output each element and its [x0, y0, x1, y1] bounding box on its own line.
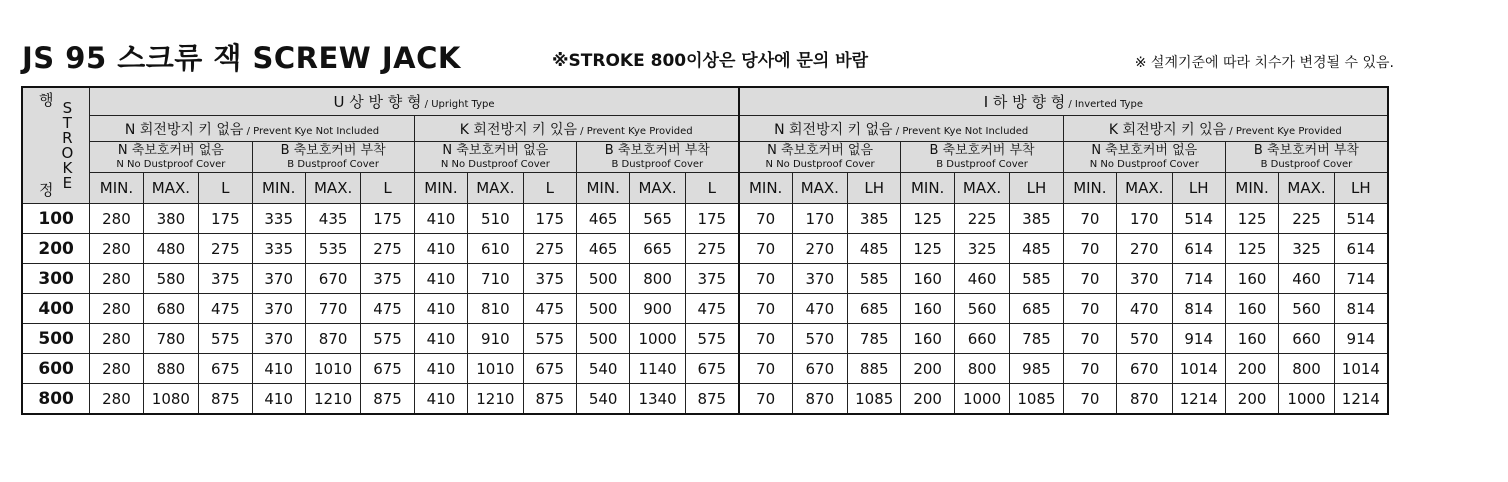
table-cell: 510 — [468, 204, 523, 234]
column-header: MAX. — [792, 173, 847, 204]
table-cell: 685 — [1010, 294, 1063, 324]
table-cell: 160 — [901, 294, 954, 324]
stroke-value: 200 — [22, 234, 90, 264]
cover-group-label-en: N No Dustproof Cover — [1089, 158, 1199, 170]
table-cell: 870 — [305, 324, 360, 354]
table-cell: 814 — [1334, 294, 1388, 324]
table-cell: 375 — [685, 264, 738, 294]
table-cell: 914 — [1172, 324, 1225, 354]
stroke-letter: S — [62, 98, 73, 117]
cover-group-label-ko: N 축보호커버 없음 — [442, 142, 549, 158]
table-cell: 514 — [1172, 204, 1225, 234]
table-cell: 280 — [90, 204, 143, 234]
table-cell: 660 — [954, 324, 1009, 354]
table-cell: 160 — [901, 264, 954, 294]
table-cell: 540 — [576, 384, 629, 415]
table-cell: 485 — [1010, 234, 1063, 264]
table-cell: 585 — [1010, 264, 1063, 294]
key-group-header — [414, 116, 738, 142]
table-cell: 280 — [90, 324, 143, 354]
table-cell: 875 — [199, 384, 252, 415]
table-cell: 660 — [1279, 324, 1334, 354]
column-header: MIN. — [739, 173, 792, 204]
table-cell: 410 — [414, 354, 467, 384]
table-cell: 870 — [792, 384, 847, 415]
table-cell: 565 — [630, 204, 685, 234]
table-cell: 800 — [630, 264, 685, 294]
table-cell: 175 — [523, 204, 576, 234]
table-cell: 714 — [1172, 264, 1225, 294]
table-cell: 465 — [576, 234, 629, 264]
table-cell: 540 — [576, 354, 629, 384]
table-cell: 70 — [1063, 294, 1116, 324]
table-cell: 370 — [252, 324, 305, 354]
table-cell: 1214 — [1334, 384, 1388, 415]
table-cell: 470 — [792, 294, 847, 324]
table-cell: 175 — [685, 204, 738, 234]
table-cell: 125 — [1225, 204, 1278, 234]
group-label-en: / Upright Type — [421, 99, 495, 110]
table-cell: 1085 — [848, 384, 901, 415]
column-header: MIN. — [252, 173, 305, 204]
table-row — [22, 354, 1388, 384]
stroke-value: 300 — [22, 264, 90, 294]
stroke-letter: R — [62, 128, 73, 147]
table-cell: 410 — [414, 204, 467, 234]
table-cell: 280 — [90, 264, 143, 294]
key-group-header — [739, 116, 1063, 142]
table-cell: 780 — [143, 324, 198, 354]
table-cell: 70 — [739, 354, 792, 384]
table-cell: 125 — [1225, 234, 1278, 264]
table-cell: 70 — [739, 264, 792, 294]
table-cell: 170 — [792, 204, 847, 234]
table-cell: 170 — [1117, 204, 1172, 234]
table-cell: 485 — [848, 234, 901, 264]
table-cell: 370 — [252, 264, 305, 294]
column-header: MAX. — [1117, 173, 1172, 204]
cover-group-label-en: N No Dustproof Cover — [440, 158, 550, 170]
table-cell: 70 — [1063, 204, 1116, 234]
table-cell: 475 — [361, 294, 414, 324]
key-group-header — [1063, 116, 1388, 142]
cover-group-label-en: B Dustproof Cover — [611, 158, 704, 170]
table-cell: 685 — [848, 294, 901, 324]
stroke-korean-top: 행 — [38, 91, 54, 109]
cover-group-header — [576, 142, 738, 173]
group-header — [90, 87, 739, 116]
table-cell: 910 — [468, 324, 523, 354]
table-cell: 614 — [1172, 234, 1225, 264]
table-cell: 500 — [576, 324, 629, 354]
column-header: MIN. — [1063, 173, 1116, 204]
cover-group-label-en: N No Dustproof Cover — [116, 158, 226, 170]
table-cell: 70 — [1063, 234, 1116, 264]
table-cell: 375 — [523, 264, 576, 294]
table-cell: 670 — [792, 354, 847, 384]
table-cell: 714 — [1334, 264, 1388, 294]
column-header: L — [361, 173, 414, 204]
table-cell: 70 — [1063, 354, 1116, 384]
table-row — [22, 384, 1388, 415]
group-label-ko: U 상 방 향 형 — [333, 93, 422, 111]
table-cell: 375 — [361, 264, 414, 294]
table-cell: 514 — [1334, 204, 1388, 234]
table-cell: 785 — [1010, 324, 1063, 354]
table-cell: 125 — [901, 204, 954, 234]
table-cell: 325 — [954, 234, 1009, 264]
table-cell: 385 — [1010, 204, 1063, 234]
table-cell: 200 — [901, 384, 954, 415]
column-header: LH — [1334, 173, 1388, 204]
table-cell: 1000 — [630, 324, 685, 354]
table-cell: 225 — [954, 204, 1009, 234]
table-cell: 535 — [305, 234, 360, 264]
table-cell: 680 — [143, 294, 198, 324]
group-label-ko: I 하 방 향 형 — [983, 93, 1066, 111]
table-cell: 200 — [901, 354, 954, 384]
table-cell: 1214 — [1172, 384, 1225, 415]
design-note: ※ 설계기준에 따라 치수가 변경될 수 있음. — [1134, 55, 1394, 71]
table-cell: 70 — [739, 294, 792, 324]
table-cell: 814 — [1172, 294, 1225, 324]
stroke-header — [22, 87, 90, 204]
table-cell: 1210 — [305, 384, 360, 415]
table-cell: 325 — [1279, 234, 1334, 264]
table-row — [22, 234, 1388, 264]
table-cell: 614 — [1334, 234, 1388, 264]
cover-group-label-ko: N 축보호커버 없음 — [117, 142, 224, 158]
page-title: JS 95 스크류 잭 SCREW JACK — [22, 41, 461, 75]
table-cell: 670 — [1117, 354, 1172, 384]
table-cell: 875 — [685, 384, 738, 415]
table-cell: 275 — [199, 234, 252, 264]
cover-group-header — [252, 142, 414, 173]
table-cell: 1080 — [143, 384, 198, 415]
stroke-letter: O — [61, 143, 74, 162]
table-cell: 675 — [685, 354, 738, 384]
table-cell: 870 — [1117, 384, 1172, 415]
table-cell: 885 — [848, 354, 901, 384]
table-cell: 675 — [199, 354, 252, 384]
column-header: LH — [1010, 173, 1063, 204]
table-cell: 1000 — [1279, 384, 1334, 415]
stroke-letters — [61, 98, 74, 192]
cover-group-label-en: B Dustproof Cover — [1260, 158, 1353, 170]
cover-group-header — [1225, 142, 1388, 173]
table-cell: 800 — [1279, 354, 1334, 384]
table-cell: 875 — [523, 384, 576, 415]
table-cell: 580 — [143, 264, 198, 294]
table-cell: 380 — [143, 204, 198, 234]
table-cell: 560 — [1279, 294, 1334, 324]
table-cell: 70 — [1063, 384, 1116, 415]
table-cell: 570 — [1117, 324, 1172, 354]
cover-group-label-en: N No Dustproof Cover — [765, 158, 875, 170]
table-cell: 585 — [848, 264, 901, 294]
key-group-label-ko: K 회전방지 키 있음 — [459, 121, 577, 138]
column-header: MIN. — [901, 173, 954, 204]
column-header: MAX. — [305, 173, 360, 204]
table-cell: 985 — [1010, 354, 1063, 384]
table-cell: 370 — [252, 294, 305, 324]
table-cell: 575 — [199, 324, 252, 354]
table-cell: 275 — [523, 234, 576, 264]
table-cell: 500 — [576, 264, 629, 294]
stroke-letter: K — [62, 158, 73, 177]
table-cell: 1085 — [1010, 384, 1063, 415]
stroke-value: 400 — [22, 294, 90, 324]
table-cell: 375 — [199, 264, 252, 294]
table-cell: 70 — [739, 204, 792, 234]
key-group-label-en: / Prevent Kye Provided — [577, 125, 693, 137]
column-header: MAX. — [630, 173, 685, 204]
table-cell: 465 — [576, 204, 629, 234]
table-cell: 560 — [954, 294, 1009, 324]
group-label-en: / Inverted Type — [1065, 99, 1143, 110]
table-cell: 200 — [1225, 354, 1278, 384]
table-cell: 1140 — [630, 354, 685, 384]
table-cell: 335 — [252, 204, 305, 234]
table-cell: 70 — [739, 234, 792, 264]
table-cell: 710 — [468, 264, 523, 294]
column-header: MIN. — [576, 173, 629, 204]
column-header: L — [199, 173, 252, 204]
stroke-value: 100 — [22, 204, 90, 234]
cover-group-header — [901, 142, 1063, 173]
cover-group-label-en: B Dustproof Cover — [936, 158, 1028, 170]
column-header: MAX. — [1279, 173, 1334, 204]
column-header: MAX. — [954, 173, 1009, 204]
table-cell: 575 — [685, 324, 738, 354]
table-cell: 370 — [792, 264, 847, 294]
key-group-label-ko: N 회전방지 키 없음 — [774, 121, 893, 138]
column-header: L — [685, 173, 738, 204]
cover-group-label-ko: N 축보호커버 없음 — [1091, 142, 1198, 158]
table-cell: 480 — [143, 234, 198, 264]
table-row — [22, 264, 1388, 294]
table-cell: 410 — [414, 264, 467, 294]
table-cell: 335 — [252, 234, 305, 264]
table-cell: 900 — [630, 294, 685, 324]
table-cell: 1340 — [630, 384, 685, 415]
table-cell: 280 — [90, 234, 143, 264]
table-row — [22, 294, 1388, 324]
table-cell: 70 — [739, 324, 792, 354]
cover-group-header — [1063, 142, 1225, 173]
stroke-value: 800 — [22, 384, 90, 415]
cover-group-label-ko: B 축보호커버 부착 — [604, 142, 710, 158]
stroke-note: ※STROKE 800이상은 당사에 문의 바람 — [552, 51, 869, 71]
column-header: LH — [848, 173, 901, 204]
table-cell: 610 — [468, 234, 523, 264]
table-cell: 665 — [630, 234, 685, 264]
table-cell: 475 — [199, 294, 252, 324]
cover-group-label-ko: N 축보호커버 없음 — [767, 142, 874, 158]
table-cell: 125 — [901, 234, 954, 264]
column-header: MIN. — [1225, 173, 1278, 204]
cover-group-label-ko: B 축보호커버 부착 — [929, 142, 1035, 158]
table-cell: 160 — [1225, 294, 1278, 324]
table-cell: 475 — [523, 294, 576, 324]
stroke-korean-label — [39, 93, 54, 198]
table-cell: 460 — [954, 264, 1009, 294]
table-cell: 675 — [361, 354, 414, 384]
table-cell: 1010 — [305, 354, 360, 384]
table-cell: 1000 — [954, 384, 1009, 415]
key-group-label-ko: N 회전방지 키 없음 — [124, 121, 244, 138]
table-cell: 280 — [90, 294, 143, 324]
table-cell: 500 — [576, 294, 629, 324]
table-cell: 575 — [361, 324, 414, 354]
table-cell: 280 — [90, 354, 143, 384]
cover-group-label-ko: B 축보호커버 부착 — [280, 142, 386, 158]
cover-group-header — [414, 142, 576, 173]
column-header: MAX. — [143, 173, 198, 204]
table-cell: 435 — [305, 204, 360, 234]
stroke-letter: T — [62, 113, 72, 132]
table-cell: 770 — [305, 294, 360, 324]
stroke-letter: E — [62, 173, 73, 192]
table-cell: 160 — [1225, 264, 1278, 294]
column-header: MAX. — [468, 173, 523, 204]
table-cell: 270 — [1117, 234, 1172, 264]
table-cell: 785 — [848, 324, 901, 354]
column-header: LH — [1172, 173, 1225, 204]
table-cell: 1014 — [1334, 354, 1388, 384]
table-cell: 410 — [252, 384, 305, 415]
stroke-value: 500 — [22, 324, 90, 354]
table-cell: 880 — [143, 354, 198, 384]
table-cell: 175 — [199, 204, 252, 234]
title-bar — [22, 34, 1402, 78]
table-cell: 270 — [792, 234, 847, 264]
table-row — [22, 324, 1388, 354]
column-header: MIN. — [90, 173, 143, 204]
table-cell: 410 — [414, 234, 467, 264]
key-group-label-ko: K 회전방지 키 있음 — [1108, 121, 1227, 138]
table-cell: 200 — [1225, 384, 1278, 415]
cover-group-label-en: B Dustproof Cover — [287, 158, 379, 170]
key-group-header — [90, 116, 414, 142]
cover-group-header — [90, 142, 252, 173]
stroke-korean-bottom: 정 — [38, 181, 54, 199]
table-cell: 160 — [901, 324, 954, 354]
table-cell: 275 — [361, 234, 414, 264]
table-cell: 70 — [1063, 324, 1116, 354]
table-cell: 475 — [685, 294, 738, 324]
table-cell: 410 — [414, 384, 467, 415]
screw-jack-spec-table — [21, 86, 1389, 415]
table-cell: 175 — [361, 204, 414, 234]
table-cell: 675 — [523, 354, 576, 384]
table-cell: 275 — [685, 234, 738, 264]
cover-group-label-ko: B 축보호커버 부착 — [1253, 142, 1359, 158]
table-cell: 914 — [1334, 324, 1388, 354]
table-cell: 1014 — [1172, 354, 1225, 384]
table-cell: 460 — [1279, 264, 1334, 294]
table-cell: 1210 — [468, 384, 523, 415]
table-cell: 410 — [252, 354, 305, 384]
table-cell: 385 — [848, 204, 901, 234]
key-group-label-en: / Prevent Kye Provided — [1226, 125, 1342, 137]
key-group-label-en: / Prevent Kye Not Included — [243, 125, 380, 137]
table-cell: 875 — [361, 384, 414, 415]
table-cell: 70 — [739, 384, 792, 415]
key-group-label-en: / Prevent Kye Not Included — [892, 125, 1029, 137]
table-cell: 810 — [468, 294, 523, 324]
column-header: MIN. — [414, 173, 467, 204]
table-cell: 370 — [1117, 264, 1172, 294]
table-cell: 670 — [305, 264, 360, 294]
table-cell: 570 — [792, 324, 847, 354]
table-cell: 470 — [1117, 294, 1172, 324]
table-cell: 410 — [414, 294, 467, 324]
table-cell: 280 — [90, 384, 143, 415]
table-cell: 225 — [1279, 204, 1334, 234]
table-row — [22, 204, 1388, 234]
column-header: L — [523, 173, 576, 204]
stroke-value: 600 — [22, 354, 90, 384]
table-cell: 410 — [414, 324, 467, 354]
table-cell: 1010 — [468, 354, 523, 384]
table-cell: 160 — [1225, 324, 1278, 354]
table-cell: 575 — [523, 324, 576, 354]
group-header — [739, 87, 1388, 116]
cover-group-header — [739, 142, 901, 173]
table-cell: 70 — [1063, 264, 1116, 294]
table-cell: 800 — [954, 354, 1009, 384]
